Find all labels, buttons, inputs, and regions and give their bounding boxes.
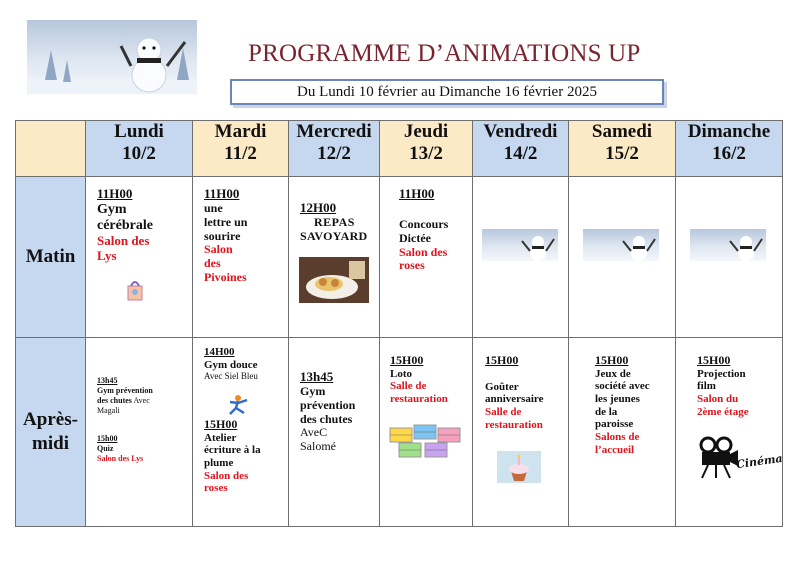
page-title: PROGRAMME D’ANIMATIONS UP <box>248 40 641 67</box>
day-header-friday: Vendredi 14/2 <box>473 121 569 177</box>
afternoon-wednesday: 13h45 Gym prévention des chutes AveC Salomé <box>289 338 380 527</box>
morning-saturday <box>569 177 676 338</box>
cupcake-icon <box>497 451 541 483</box>
row-label-afternoon: Après- midi <box>16 338 86 527</box>
snowman-image <box>690 229 766 261</box>
afternoon-thursday: 15H00 Loto Salle de restauration <box>380 338 473 527</box>
row-label-morning: Matin <box>16 177 86 338</box>
morning-tuesday: 11H00 une lettre un sourire Salon des Pivoines <box>193 177 289 338</box>
date-range: Du Lundi 10 février au Dimanche 16 février 2025 <box>230 79 664 105</box>
savoyard-meal-icon <box>299 257 369 303</box>
day-header-wednesday: Mercredi 12/2 <box>289 121 380 177</box>
day-header-tuesday: Mardi 11/2 <box>193 121 289 177</box>
afternoon-tuesday: 14H00 Gym douce Avec Siel Bleu 15H00 Atelier écriture à la plume Salon des roses <box>193 338 289 527</box>
day-header-thursday: Jeudi 13/2 <box>380 121 473 177</box>
morning-friday <box>473 177 569 338</box>
morning-thursday: 11H00 Concours Dictée Salon des roses <box>380 177 473 338</box>
snowman-icon <box>482 229 558 261</box>
morning-sunday <box>676 177 783 338</box>
day-header-sunday: Dimanche 16/2 <box>676 121 783 177</box>
day-header-saturday: Samedi 15/2 <box>569 121 676 177</box>
snowman-banner-image <box>27 20 197 94</box>
afternoon-friday: 15H00 Goûter anniversaire Salle de restauration <box>473 338 569 527</box>
snowman-icon <box>583 229 659 261</box>
snowman-image <box>482 229 558 261</box>
gym-figure-icon <box>226 394 250 416</box>
snowman-image <box>583 229 659 261</box>
schedule-table <box>15 120 783 527</box>
cinema-logo-text: Cinéma <box>735 451 784 472</box>
corner-cell <box>16 121 86 177</box>
morning-wednesday: 12H00 REPAS SAVOYARD <box>289 177 380 338</box>
gift-bag-icon <box>126 278 144 302</box>
bingo-cards-icon <box>389 424 465 460</box>
day-header-monday: Lundi 10/2 <box>86 121 193 177</box>
afternoon-monday: 13h45 Gym prévention des chutes Avec Magali 15h00 Quiz Salon des Lys <box>86 338 193 527</box>
afternoon-sunday: 15H00 Projection film Salon du 2ème étage Cinéma <box>676 338 783 527</box>
snowman-icon <box>690 229 766 261</box>
afternoon-saturday: 15H00 Jeux de société avec les jeunes de la paroisse Salons de l’accueil <box>569 338 676 527</box>
morning-monday: 11H00 Gym cérébrale Salon des Lys <box>86 177 193 338</box>
snowman-icon <box>27 20 197 94</box>
